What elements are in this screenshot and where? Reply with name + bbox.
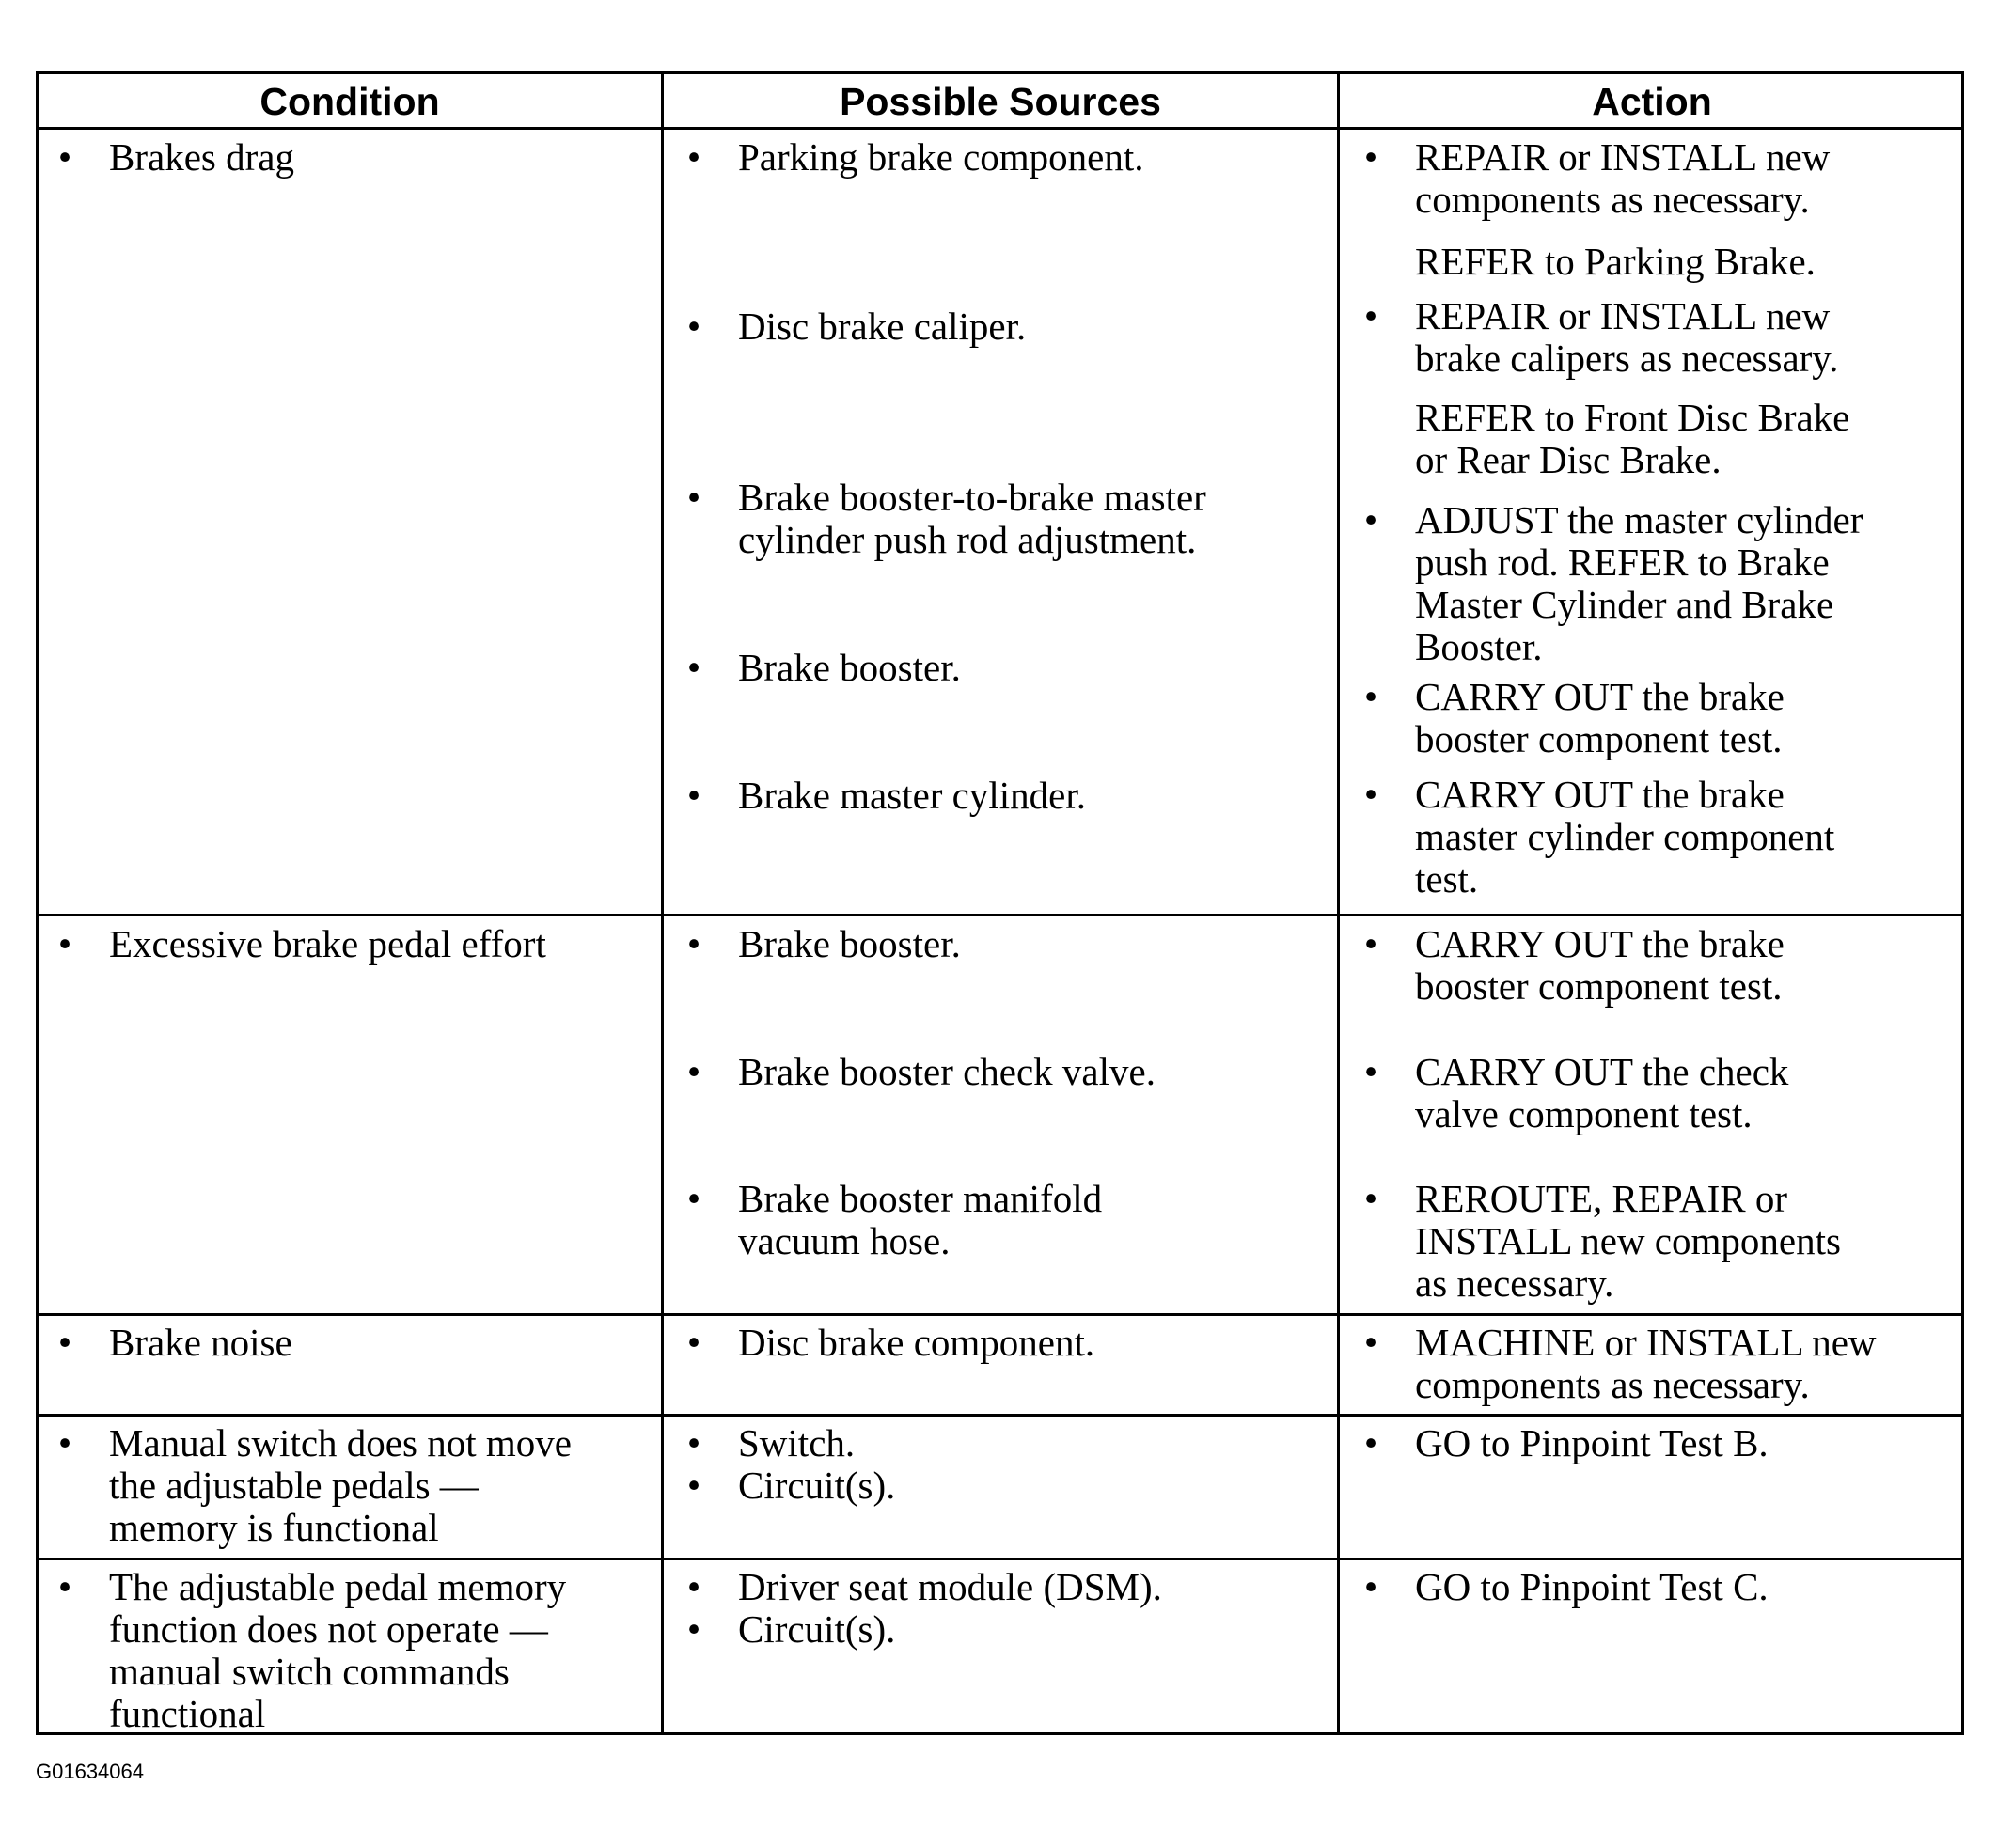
bullet-icon: •: [686, 922, 701, 965]
bullet-icon: •: [57, 1321, 72, 1364]
source-item: [686, 1050, 1156, 1093]
bullet-icon: •: [686, 305, 701, 348]
column-divider: [661, 74, 664, 1732]
bullet-icon: •: [1363, 1177, 1378, 1220]
action-text: CARRY OUT the brake booster component test.: [1415, 922, 1785, 1008]
bullet-icon: •: [686, 1050, 701, 1093]
bullet-icon: •: [686, 1177, 701, 1220]
source-item: [686, 1421, 856, 1464]
action-item: [1363, 773, 1835, 901]
source-text: Switch.: [738, 1421, 856, 1464]
action-note-text: REFER to Parking Brake.: [1415, 240, 1816, 283]
source-item: [686, 476, 1206, 561]
bullet-icon: •: [686, 1565, 701, 1608]
action-item: [1363, 1421, 1769, 1464]
bullet-icon: •: [1363, 1421, 1378, 1464]
action-text: MACHINE or INSTALL new components as necessary.: [1415, 1321, 1877, 1406]
action-item: [1363, 294, 1839, 380]
action-note: [1415, 241, 1816, 283]
action-text: REPAIR or INSTALL new components as necessary.: [1415, 135, 1831, 221]
condition-cell: [57, 922, 546, 965]
figure-id: G01634064: [36, 1760, 144, 1783]
bullet-icon: •: [686, 774, 701, 817]
action-text: GO to Pinpoint Test B.: [1415, 1421, 1769, 1464]
action-text: CARRY OUT the brake booster component test.: [1415, 675, 1785, 760]
source-text: Brake master cylinder.: [738, 774, 1087, 817]
bullet-icon: •: [686, 1321, 701, 1364]
action-text: REPAIR or INSTALL new brake calipers as necessary.: [1415, 294, 1839, 380]
source-text: Parking brake component.: [738, 135, 1144, 179]
condition-cell: [57, 1565, 567, 1735]
header-condition: Condition: [259, 79, 440, 123]
source-text: Disc brake caliper.: [738, 305, 1027, 348]
row-divider: [39, 1414, 1961, 1417]
source-text: Circuit(s).: [738, 1464, 896, 1507]
action-note: [1415, 397, 1849, 481]
source-item: [686, 1177, 1103, 1262]
action-note-text: REFER to Front Disc Brake or Rear Disc Brake.: [1415, 396, 1850, 481]
bullet-icon: •: [57, 1565, 72, 1608]
bullet-icon: •: [1363, 1565, 1378, 1608]
action-text: CARRY OUT the brake master cylinder component test.: [1415, 773, 1835, 901]
source-text: Brake booster check valve.: [738, 1050, 1156, 1093]
source-text: Brake booster.: [738, 646, 961, 689]
action-item: [1363, 675, 1785, 760]
source-item: [686, 646, 961, 689]
bullet-icon: •: [686, 646, 701, 689]
source-item: [686, 1464, 896, 1507]
action-item: [1363, 498, 1863, 668]
header-action: Action: [1592, 79, 1712, 123]
action-text: ADJUST the master cylinder push rod. REFER to Brake Master Cylinder and Brake Booster.: [1415, 498, 1863, 668]
action-text: REROUTE, REPAIR or INSTALL new components as necessary.: [1415, 1177, 1841, 1305]
bullet-icon: •: [1363, 675, 1378, 718]
row-divider: [39, 1558, 1961, 1560]
source-item: [686, 1321, 1095, 1364]
source-text: Brake booster.: [738, 922, 961, 965]
action-item: [1363, 1321, 1877, 1406]
condition-cell: [57, 1421, 572, 1549]
bullet-icon: •: [1363, 498, 1378, 541]
bullet-icon: •: [1363, 1050, 1378, 1093]
source-text: Brake booster-to-brake master cylinder push rod adjustment.: [738, 476, 1206, 561]
bullet-icon: •: [686, 1607, 701, 1651]
condition-cell: [57, 1321, 292, 1364]
source-item: [686, 774, 1087, 817]
condition-text: Excessive brake pedal effort: [109, 922, 546, 965]
action-item: [1363, 1565, 1769, 1608]
bullet-icon: •: [57, 1421, 72, 1464]
bullet-icon: •: [686, 1421, 701, 1464]
bullet-icon: •: [1363, 1321, 1378, 1364]
source-item: [686, 135, 1144, 179]
bullet-icon: •: [686, 135, 701, 179]
source-item: [686, 305, 1027, 348]
bullet-icon: •: [1363, 773, 1378, 816]
diagnosis-table: [36, 71, 1964, 1735]
bullet-icon: •: [1363, 922, 1378, 965]
action-item: [1363, 1050, 1789, 1135]
condition-text: Manual switch does not move the adjustable pedals — memory is functional: [109, 1421, 572, 1549]
column-divider: [1337, 74, 1340, 1732]
source-item: [686, 922, 961, 965]
source-text: Disc brake component.: [738, 1321, 1095, 1364]
source-item: [686, 1565, 1162, 1608]
row-divider: [39, 1313, 1961, 1316]
source-text: Brake booster manifold vacuum hose.: [738, 1177, 1103, 1262]
header-possible-sources: Possible Sources: [840, 79, 1161, 123]
bullet-icon: •: [1363, 294, 1378, 337]
condition-text: The adjustable pedal memory function does not operate — manual switch commands functional: [109, 1565, 567, 1735]
action-item: [1363, 1177, 1841, 1305]
bullet-icon: •: [57, 922, 72, 965]
bullet-icon: •: [57, 135, 72, 179]
bullet-icon: •: [1363, 135, 1378, 179]
action-item: [1363, 922, 1785, 1008]
row-divider: [39, 914, 1961, 916]
condition-text: Brake noise: [109, 1321, 292, 1364]
source-text: Circuit(s).: [738, 1607, 896, 1651]
source-text: Driver seat module (DSM).: [738, 1565, 1162, 1608]
action-text: CARRY OUT the check valve component test.: [1415, 1050, 1789, 1135]
source-item: [686, 1607, 896, 1651]
action-text: GO to Pinpoint Test C.: [1415, 1565, 1769, 1608]
condition-text: Brakes drag: [109, 135, 294, 179]
action-item: [1363, 135, 1831, 221]
bullet-icon: •: [686, 1464, 701, 1507]
bullet-icon: •: [686, 476, 701, 519]
condition-cell: [57, 135, 294, 179]
